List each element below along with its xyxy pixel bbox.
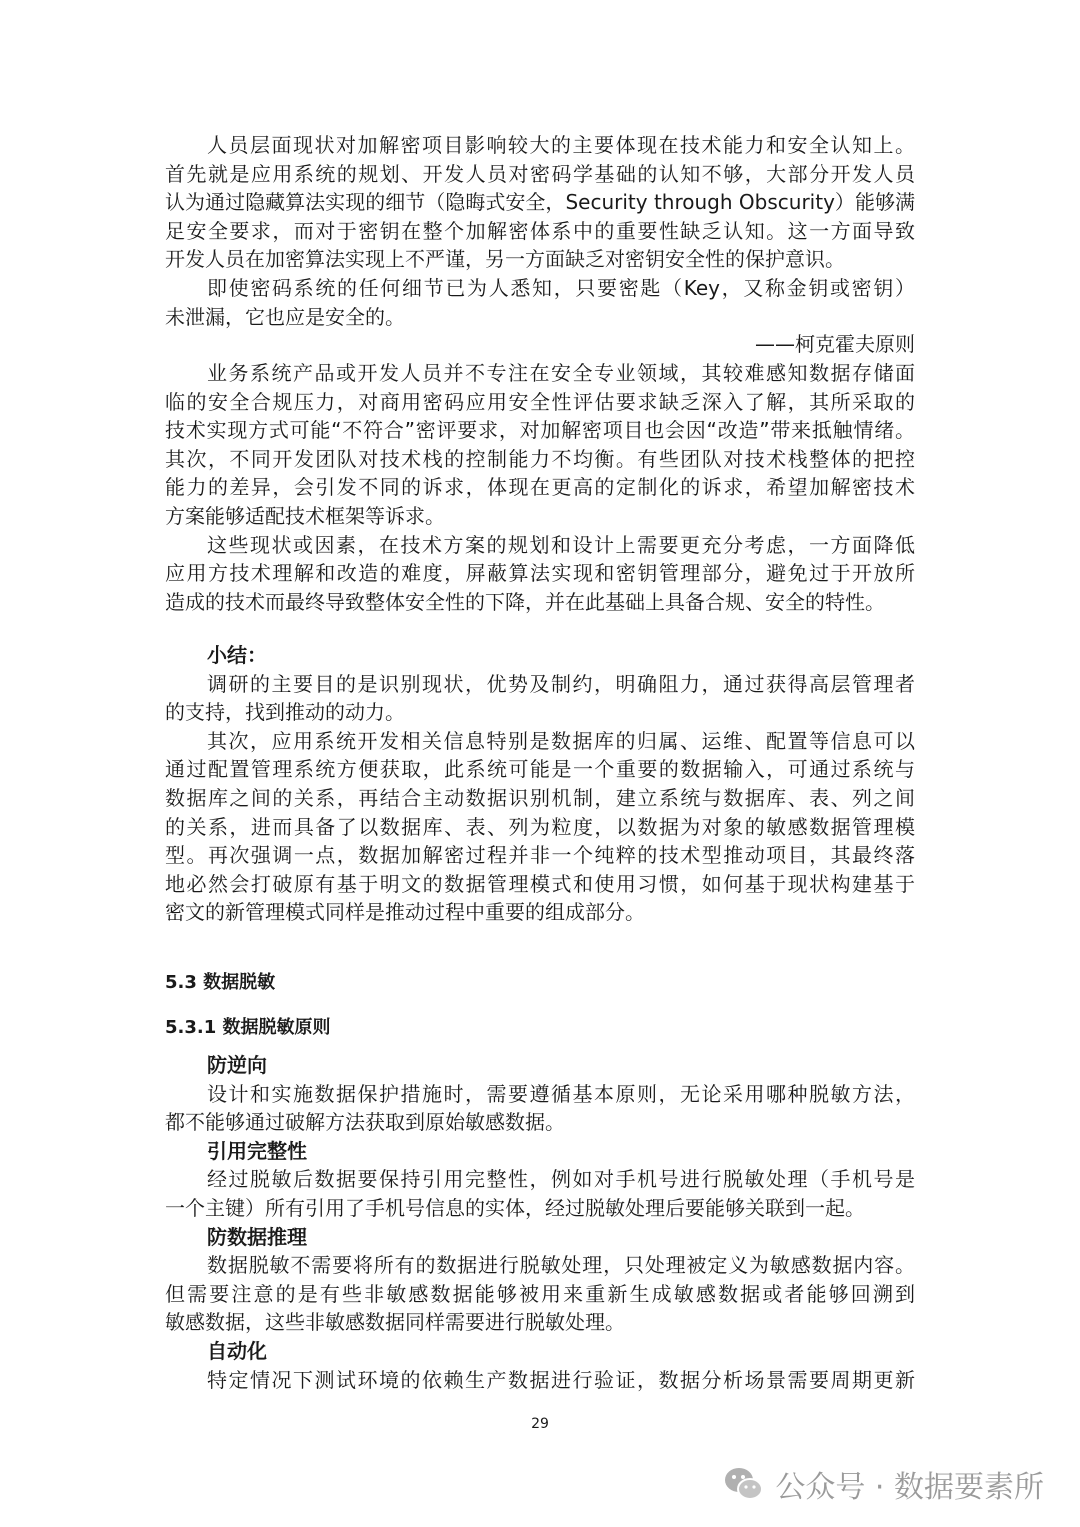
text-line: 数据脱敏不需要将所有的数据进行脱敏处理，只处理被定义为敏感数据内容。 bbox=[207, 1253, 915, 1278]
principles-list bbox=[165, 1051, 915, 1394]
text-line: 造成的技术而最终导致整体安全性的下降，并在此基础上具备合规、安全的特性。 bbox=[165, 589, 885, 614]
text-line: 应用方技术理解和改造的难度，屏蔽算法实现和密钥管理部分，避免过于开放所 bbox=[165, 561, 915, 586]
text-line: 密文的新管理模式同样是推动过程中重要的组成部分。 bbox=[165, 900, 645, 925]
text-line: 调研的主要目的是识别现状，优势及制约，明确阻力，通过获得高层管理者 bbox=[207, 671, 915, 696]
text-line: 一个主键）所有引用了手机号信息的实体，经过脱敏处理后要能够关联到一起。 bbox=[165, 1195, 865, 1220]
text-line: 能力的差异，会引发不同的诉求，体现在更高的定制化的诉求，希望加解密技术 bbox=[165, 475, 915, 500]
paragraph-heading: 自动化 bbox=[207, 1338, 267, 1363]
quote-attribution: ——柯克霍夫原则 bbox=[755, 332, 915, 356]
text-line: 其次，应用系统开发相关信息特别是数据库的归属、运维、配置等信息可以 bbox=[207, 728, 915, 753]
text-line: 都不能够通过破解方法获取到原始敏感数据。 bbox=[165, 1110, 565, 1135]
text-line: 首先就是应用系统的规划、开发人员对密码学基础的认知不够，大部分开发人员 bbox=[165, 161, 915, 186]
text-line: 这些现状或因素，在技术方案的规划和设计上需要更充分考虑，一方面降低 bbox=[207, 532, 915, 557]
text-line: 特定情况下测试环境的依赖生产数据进行验证，数据分析场景需要周期更新 bbox=[207, 1367, 915, 1392]
text-line: 认为通过隐藏算法实现的细节（隐晦式安全，Security through Obscurity）能够满 bbox=[165, 190, 915, 215]
text-line: 足安全要求，而对于密钥在整个加解密体系中的重要性缺乏认知。这一方面导致 bbox=[165, 218, 915, 243]
text-line: 的支持，找到推动的动力。 bbox=[165, 700, 405, 725]
text-line: 临的安全合规压力，对商用密码应用安全性评估要求缺乏深入了解，其所采取的 bbox=[165, 389, 915, 414]
text-line: 技术实现方式可能“不符合”密评要求，对加解密项目也会因“改造”带来抵触情绪。 bbox=[165, 418, 915, 443]
text-line: 数据库之间的关系，再结合主动数据识别机制，建立系统与数据库、表、列之间 bbox=[165, 785, 915, 810]
paragraph-heading: 引用完整性 bbox=[207, 1138, 307, 1163]
paragraph-heading: 防数据推理 bbox=[207, 1224, 307, 1249]
watermark bbox=[723, 1462, 1044, 1506]
text-line: 经过脱敏后数据要保持引用完整性，例如对手机号进行脱敏处理（手机号是 bbox=[207, 1167, 915, 1192]
text-line: 开发人员在加密算法实现上不严谨，另一方面缺乏对密钥安全性的保护意识。 bbox=[165, 247, 845, 272]
watermark-text: 公众号 · 数据要素所 bbox=[775, 1470, 1044, 1505]
text-line: 的关系，进而具备了以数据库、表、列为粒度，以数据为对象的敏感数据管理模 bbox=[165, 814, 915, 839]
text-line: 但需要注意的是有些非敏感数据能够被用来重新生成敏感数据或者能够回溯到 bbox=[165, 1281, 915, 1306]
section-heading: 5.3 数据脱敏 bbox=[165, 972, 276, 993]
paragraph-heading: 小结： bbox=[207, 643, 267, 667]
summary-section bbox=[165, 641, 915, 927]
text-line: 设计和实施数据保护措施时，需要遵循基本原则，无论采用哪种脱敏方法， bbox=[207, 1081, 915, 1106]
text-line: 方案能够适配技术框架等诉求。 bbox=[165, 503, 445, 528]
paragraph-heading: 防逆向 bbox=[207, 1053, 267, 1077]
analysis-paragraphs bbox=[165, 359, 915, 616]
text-line: 敏感数据，这些非敏感数据同样需要进行脱敏处理。 bbox=[165, 1310, 625, 1335]
subsection-heading: 5.3.1 数据脱敏原则 bbox=[165, 1017, 331, 1038]
wechat-icon bbox=[723, 1465, 765, 1503]
text-line: 即使密码系统的任何细节已为人悉知，只要密匙（Key，又称金钥或密钥） bbox=[207, 275, 915, 300]
text-line: 其次，不同开发团队对技术栈的控制能力不均衡。有些团队对技术栈整体的把控 bbox=[165, 446, 915, 471]
text-line: 地必然会打破原有基于明文的数据管理模式和使用习惯，如何基于现状构建基于 bbox=[165, 871, 915, 896]
text-line: 业务系统产品或开发人员并不专注在安全专业领域，其较难感知数据存储面 bbox=[207, 361, 915, 385]
page-number: 29 bbox=[531, 1416, 549, 1432]
text-line: 通过配置管理系统方便获取，此系统可能是一个重要的数据输入，可通过系统与 bbox=[165, 757, 915, 782]
text-line: 未泄漏，它也应是安全的。 bbox=[165, 304, 405, 329]
intro-paragraphs bbox=[165, 131, 915, 331]
text-line: 人员层面现状对加解密项目影响较大的主要体现在技术能力和安全认知上。 bbox=[207, 133, 915, 157]
text-line: 型。再次强调一点，数据加解密过程并非一个纯粹的技术型推动项目，其最终落 bbox=[165, 843, 915, 868]
